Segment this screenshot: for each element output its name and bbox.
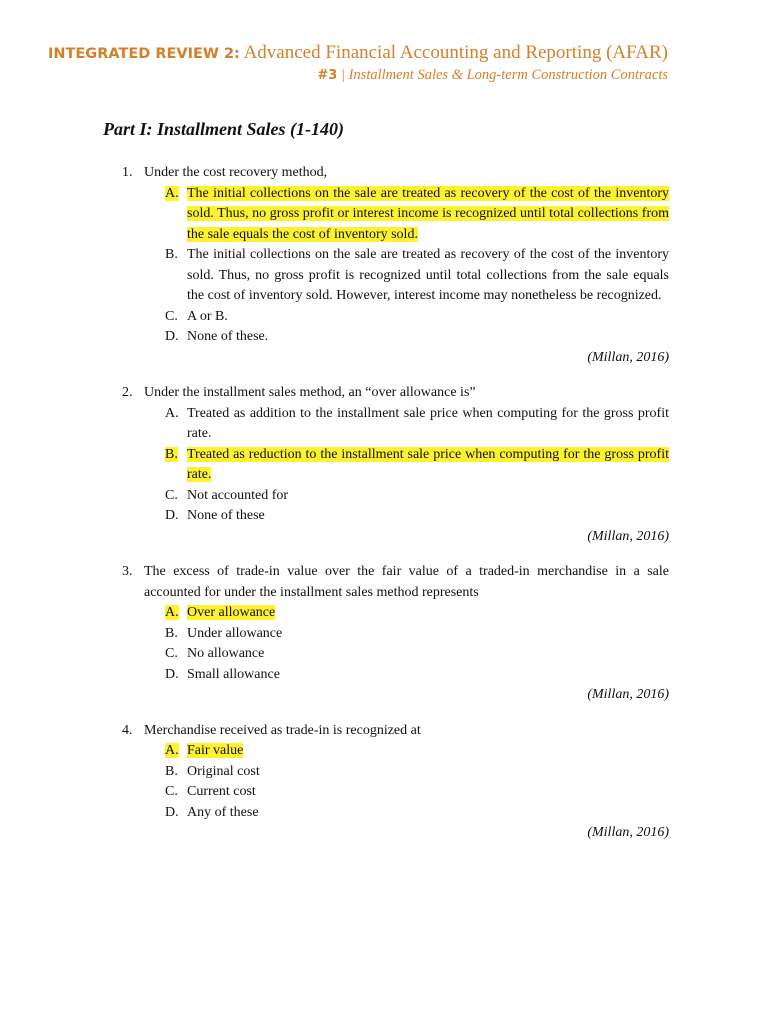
choice-text (187, 624, 669, 645)
part-title: Part I: Installment Sales (1-140) (103, 119, 345, 139)
choice-text-content: None of these (187, 508, 265, 523)
answer-choice (122, 486, 669, 507)
choice-letter-text: C. (165, 308, 178, 324)
answer-choice (122, 404, 669, 445)
choice-letter (165, 624, 187, 645)
choice-letter-text: D. (165, 666, 179, 682)
choice-text-content: The initial collections on the sale are treated as recovery of the cost of the inventory sold. Thus, no gross profit or interest income is recognized until total collections from the sale equals the cost of inventory sold. (187, 185, 669, 242)
choice-letter (165, 327, 187, 348)
choice-letter-text: D. (165, 804, 179, 820)
choice-letter (165, 445, 187, 486)
choice-letter-text: C. (165, 487, 178, 503)
highlighted-answer-text (187, 603, 669, 624)
answer-choice (122, 624, 669, 645)
question-number: 4. (122, 722, 133, 738)
choice-letter (165, 762, 187, 783)
answer-choice (122, 644, 669, 665)
document-header (48, 42, 668, 84)
choice-letter-text: B. (165, 625, 178, 641)
header-subtitle-line (48, 67, 668, 84)
choice-text-content: No allowance (187, 646, 265, 661)
choice-letter (165, 307, 187, 328)
question-stem (122, 383, 669, 404)
choice-letter-text: D. (165, 508, 179, 523)
source-citation: (Millan, 2016) (587, 687, 669, 702)
question-number: 3. (122, 564, 133, 579)
choice-letter (165, 603, 187, 624)
highlighted-answer-text (187, 741, 669, 762)
choice-letter-text: B. (165, 763, 178, 779)
question-item (122, 383, 669, 547)
answer-choices (122, 603, 669, 685)
answer-choice (122, 245, 669, 307)
choice-text-content: The initial collections on the sale are treated as recovery of the cost of the inventory sold. Thus, no gross profit is recognized until total collections from the sale equals the cost of inventory sold. However, interest income may nonetheless be recognized. (187, 247, 669, 303)
choice-letter-text: B. (165, 446, 178, 462)
choice-text-content: Small allowance (187, 666, 280, 682)
question-item (122, 721, 669, 844)
choice-letter (165, 644, 187, 665)
choice-letter-text: A. (165, 605, 179, 620)
choice-text (187, 782, 669, 803)
answer-choice (122, 445, 669, 486)
question-list (122, 163, 669, 859)
choice-letter (165, 782, 187, 803)
choice-text (187, 803, 669, 824)
answer-choice (122, 782, 669, 803)
review-series-label: INTEGRATED REVIEW 2: (47, 46, 240, 62)
question-number: 1. (122, 165, 133, 180)
choice-text-content: Not accounted for (187, 487, 289, 503)
choice-letter (165, 184, 187, 246)
choice-text (187, 644, 669, 665)
choice-text (187, 486, 669, 507)
subject-title: Advanced Financial Accounting and Reporting (AFAR) (243, 42, 668, 63)
answer-choices (122, 404, 669, 527)
choice-text-content: Over allowance (187, 605, 276, 620)
question-text: Under the installment sales method, an “over allowance is” (144, 385, 476, 400)
question-stem (122, 562, 669, 603)
choice-letter-text: C. (165, 646, 178, 661)
answer-choice (122, 506, 669, 527)
module-topic: | Installment Sales & Long-term Construction Contracts (340, 67, 668, 83)
choice-text-content: Current cost (187, 784, 256, 799)
module-number: #3 (317, 68, 338, 83)
choice-letter-text: A. (165, 185, 179, 201)
highlighted-answer-text (187, 184, 669, 246)
choice-text (187, 307, 669, 328)
question-text: The excess of trade-in value over the fair value of a traded-in merchandise in a sale accounted for under the installment sales method represents (144, 564, 669, 600)
choice-letter-text: D. (165, 329, 179, 344)
source-citation: (Millan, 2016) (587, 349, 669, 365)
question-number: 2. (122, 385, 133, 400)
choice-text-content: Fair value (187, 743, 244, 758)
answer-choice (122, 803, 669, 824)
choice-letter (165, 803, 187, 824)
choice-text-content: None of these. (187, 329, 269, 344)
question-text: Under the cost recovery method, (144, 165, 328, 180)
choice-letter (165, 486, 187, 507)
choice-text-content: Treated as reduction to the installment sale price when computing for the gross profit rate. (187, 446, 669, 482)
choice-text (187, 506, 669, 527)
choice-text (187, 245, 669, 307)
question-stem (122, 721, 669, 742)
choice-text-content: Treated as addition to the installment sale price when computing for the gross profit rate. (187, 405, 669, 441)
source-citation: (Millan, 2016) (587, 528, 669, 544)
question-text: Merchandise received as trade-in is recognized at (144, 722, 421, 738)
highlighted-answer-text (187, 445, 669, 486)
answer-choice (122, 665, 669, 686)
choice-letter (165, 404, 187, 445)
answer-choice (122, 327, 669, 348)
choice-letter-text: B. (165, 247, 178, 262)
answer-choices (122, 184, 669, 348)
answer-choices (122, 741, 669, 823)
answer-choice (122, 603, 669, 624)
answer-choice (122, 762, 669, 783)
choice-text-content: A or B. (187, 308, 228, 324)
choice-letter (165, 741, 187, 762)
choice-letter-text: A. (165, 743, 179, 758)
choice-letter-text: C. (165, 784, 178, 799)
question-item (122, 163, 669, 368)
question-item (122, 562, 669, 706)
choice-text-content: Original cost (187, 763, 260, 779)
choice-text (187, 404, 669, 445)
choice-text (187, 762, 669, 783)
choice-letter (165, 665, 187, 686)
question-stem (122, 163, 669, 184)
choice-letter (165, 506, 187, 527)
source-citation: (Millan, 2016) (587, 825, 669, 840)
choice-letter (165, 245, 187, 307)
choice-letter-text: A. (165, 405, 179, 421)
answer-choice (122, 741, 669, 762)
answer-choice (122, 184, 669, 246)
choice-text (187, 327, 669, 348)
answer-choice (122, 307, 669, 328)
choice-text-content: Under allowance (187, 625, 283, 641)
choice-text-content: Any of these (187, 804, 259, 820)
choice-text (187, 665, 669, 686)
header-title-line (48, 42, 668, 64)
